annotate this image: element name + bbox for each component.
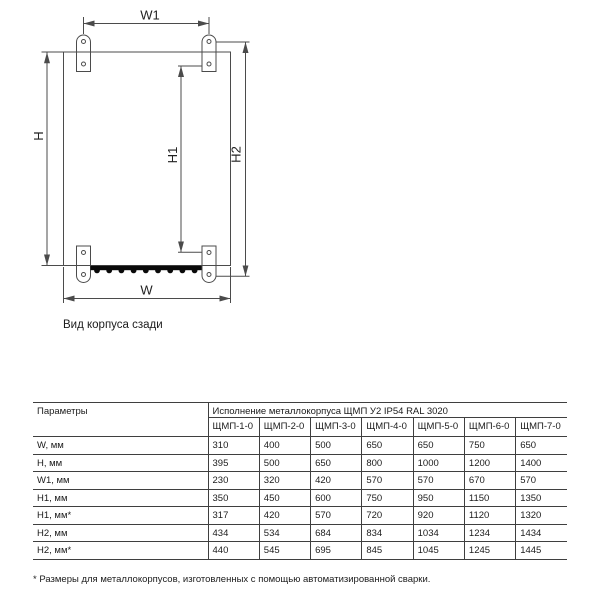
param-value: 1120 [464, 507, 515, 525]
param-value: 310 [208, 437, 259, 455]
param-value: 1234 [464, 524, 515, 542]
drawing-caption: Вид корпуса сзади [63, 319, 163, 331]
param-value: 350 [208, 489, 259, 507]
table-row [33, 437, 567, 455]
column-header: ЩМП-3-0 [311, 418, 362, 437]
param-value: 420 [259, 507, 310, 525]
param-value: 800 [362, 454, 413, 472]
param-value: 500 [311, 437, 362, 455]
enclosure-body [64, 52, 231, 266]
param-value: 1400 [516, 454, 567, 472]
param-value: 950 [413, 489, 464, 507]
bracket-hole [207, 40, 211, 44]
bracket-hole [207, 251, 211, 255]
dim-label-h: H [31, 131, 46, 141]
param-value: 1200 [464, 454, 515, 472]
bracket-hole [207, 273, 211, 277]
param-label: H, мм [33, 454, 208, 472]
param-label: W1, мм [33, 472, 208, 490]
table-header-row [33, 403, 567, 418]
bracket-hole [82, 251, 86, 255]
param-value: 1245 [464, 542, 515, 560]
param-value: 434 [208, 524, 259, 542]
param-value: 440 [208, 542, 259, 560]
param-value: 570 [516, 472, 567, 490]
param-value: 1445 [516, 542, 567, 560]
table-row [33, 472, 567, 490]
column-header: ЩМП-2-0 [259, 418, 310, 437]
param-value: 1320 [516, 507, 567, 525]
param-value: 1034 [413, 524, 464, 542]
bracket-hole [82, 273, 86, 277]
dim-label-h1: H1 [165, 146, 180, 164]
params-header: Параметры [33, 403, 208, 437]
column-header: ЩМП-1-0 [208, 418, 259, 437]
footnote: * Размеры для металлокорпусов, изготовленных с помощью автоматизированной сварки. [33, 574, 431, 585]
param-value: 695 [311, 542, 362, 560]
param-value: 420 [311, 472, 362, 490]
param-value: 545 [259, 542, 310, 560]
param-value: 600 [311, 489, 362, 507]
spec-table [33, 402, 567, 560]
param-value: 1150 [464, 489, 515, 507]
param-value: 845 [362, 542, 413, 560]
column-header: ЩМП-4-0 [362, 418, 413, 437]
param-label: W, мм [33, 437, 208, 455]
param-value: 320 [259, 472, 310, 490]
param-value: 920 [413, 507, 464, 525]
param-value: 650 [362, 437, 413, 455]
param-value: 670 [464, 472, 515, 490]
dim-label-w1: W1 [140, 7, 160, 23]
param-label: H2, мм [33, 524, 208, 542]
param-label: H2, мм* [33, 542, 208, 560]
param-value: 500 [259, 454, 310, 472]
column-header: ЩМП-7-0 [516, 418, 567, 437]
bracket-hole [82, 40, 86, 44]
param-value: 720 [362, 507, 413, 525]
param-value: 650 [311, 454, 362, 472]
param-value: 534 [259, 524, 310, 542]
param-label: H1, мм [33, 489, 208, 507]
group-header: Исполнение металлокорпуса ЩМП У2 IP54 RAL 3020 [208, 403, 567, 418]
bracket-hole [82, 62, 86, 66]
param-value: 400 [259, 437, 310, 455]
param-value: 1000 [413, 454, 464, 472]
param-value: 1434 [516, 524, 567, 542]
table-row [33, 489, 567, 507]
param-value: 1350 [516, 489, 567, 507]
param-value: 834 [362, 524, 413, 542]
param-value: 750 [464, 437, 515, 455]
param-value: 570 [413, 472, 464, 490]
param-value: 684 [311, 524, 362, 542]
sealing-strip [91, 266, 202, 274]
param-value: 450 [259, 489, 310, 507]
param-value: 1045 [413, 542, 464, 560]
table-row [33, 542, 567, 560]
param-label: H1, мм* [33, 507, 208, 525]
bracket-hole [207, 62, 211, 66]
table-row [33, 507, 567, 525]
param-value: 750 [362, 489, 413, 507]
column-header: ЩМП-6-0 [464, 418, 515, 437]
param-value: 570 [362, 472, 413, 490]
param-value: 317 [208, 507, 259, 525]
param-value: 650 [413, 437, 464, 455]
dim-label-h2: H2 [228, 146, 244, 163]
param-value: 230 [208, 472, 259, 490]
extension-lines [42, 17, 250, 303]
param-value: 570 [311, 507, 362, 525]
table-row [33, 454, 567, 472]
column-header: ЩМП-5-0 [413, 418, 464, 437]
dim-label-w: W [140, 282, 153, 298]
table-row [33, 524, 567, 542]
param-value: 650 [516, 437, 567, 455]
param-value: 395 [208, 454, 259, 472]
